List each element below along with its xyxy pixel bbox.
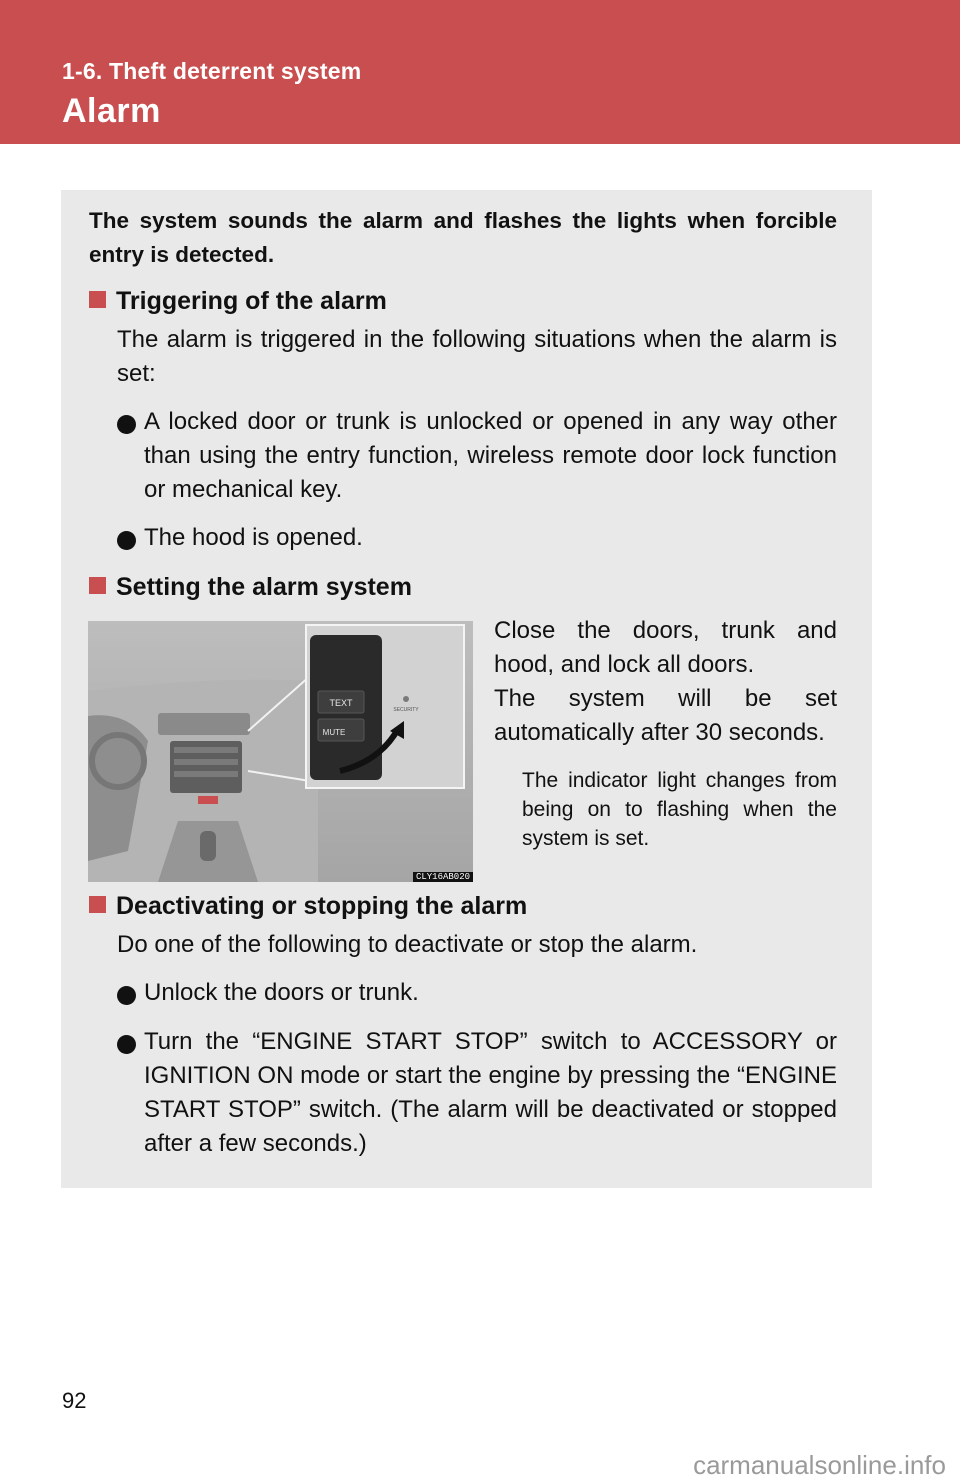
dashboard-illustration xyxy=(88,621,473,882)
square-marker-icon xyxy=(89,896,106,913)
dashboard-drawing xyxy=(88,621,473,882)
list-item-text: Turn the “ENGINE START STOP” switch to ACCESSORY or IGNITION ON mode or start the engine by pressing the “ENGINE START STOP” switch. (The alarm will be deactivated or stopped after a few seconds.) xyxy=(144,1028,837,1157)
heading-label: Deactivating or stopping the alarm xyxy=(116,892,528,920)
page-title: Alarm xyxy=(62,92,161,130)
security-indicator-label: SECURITY xyxy=(393,707,419,713)
text-button-label: TEXT xyxy=(329,698,353,708)
list-item-text: The hood is opened. xyxy=(144,524,363,551)
bullet-icon xyxy=(117,531,136,550)
list-item xyxy=(117,1025,837,1161)
page-header xyxy=(0,0,960,144)
figure-code: CLY16AB020 xyxy=(413,872,473,882)
page-number: 92 xyxy=(62,1388,87,1413)
setting-text-auto: The system will be set automatically after 30 seconds. xyxy=(494,685,837,746)
indicator-note: The indicator light changes from being on to flashing when the system is set. xyxy=(522,769,837,850)
bullet-icon xyxy=(117,415,136,434)
watermark: carmanualsonline.info xyxy=(693,1450,946,1480)
list-item xyxy=(117,405,837,507)
square-marker-icon xyxy=(89,577,106,594)
bullet-icon xyxy=(117,986,136,1005)
bullet-icon xyxy=(117,1035,136,1054)
heading-setting xyxy=(89,570,412,604)
heading-label: Triggering of the alarm xyxy=(116,287,387,315)
list-item xyxy=(117,521,837,555)
section-title: 1-6. Theft deterrent system xyxy=(62,58,362,84)
security-indicator-light xyxy=(403,696,409,702)
mute-button-label: MUTE xyxy=(322,728,346,737)
heading-triggering xyxy=(89,284,387,318)
square-marker-icon xyxy=(89,291,106,308)
list-item xyxy=(117,976,837,1010)
list-item-text: A locked door or trunk is unlocked or opened in any way other than using the entry function, wireless remote door lock function or mechanical key. xyxy=(144,408,837,503)
heading-label: Setting the alarm system xyxy=(116,573,412,601)
intro-text: The system sounds the alarm and flashes the lights when forcible entry is detected. xyxy=(89,208,837,267)
heading-deactivating xyxy=(89,889,527,923)
list-item-text: Unlock the doors or trunk. xyxy=(144,979,419,1006)
deactivating-text: Do one of the following to deactivate or stop the alarm. xyxy=(117,931,698,958)
setting-text-close: Close the doors, trunk and hood, and lock all doors. xyxy=(494,617,837,678)
triggering-text: The alarm is triggered in the following situations when the alarm is set: xyxy=(117,326,837,387)
